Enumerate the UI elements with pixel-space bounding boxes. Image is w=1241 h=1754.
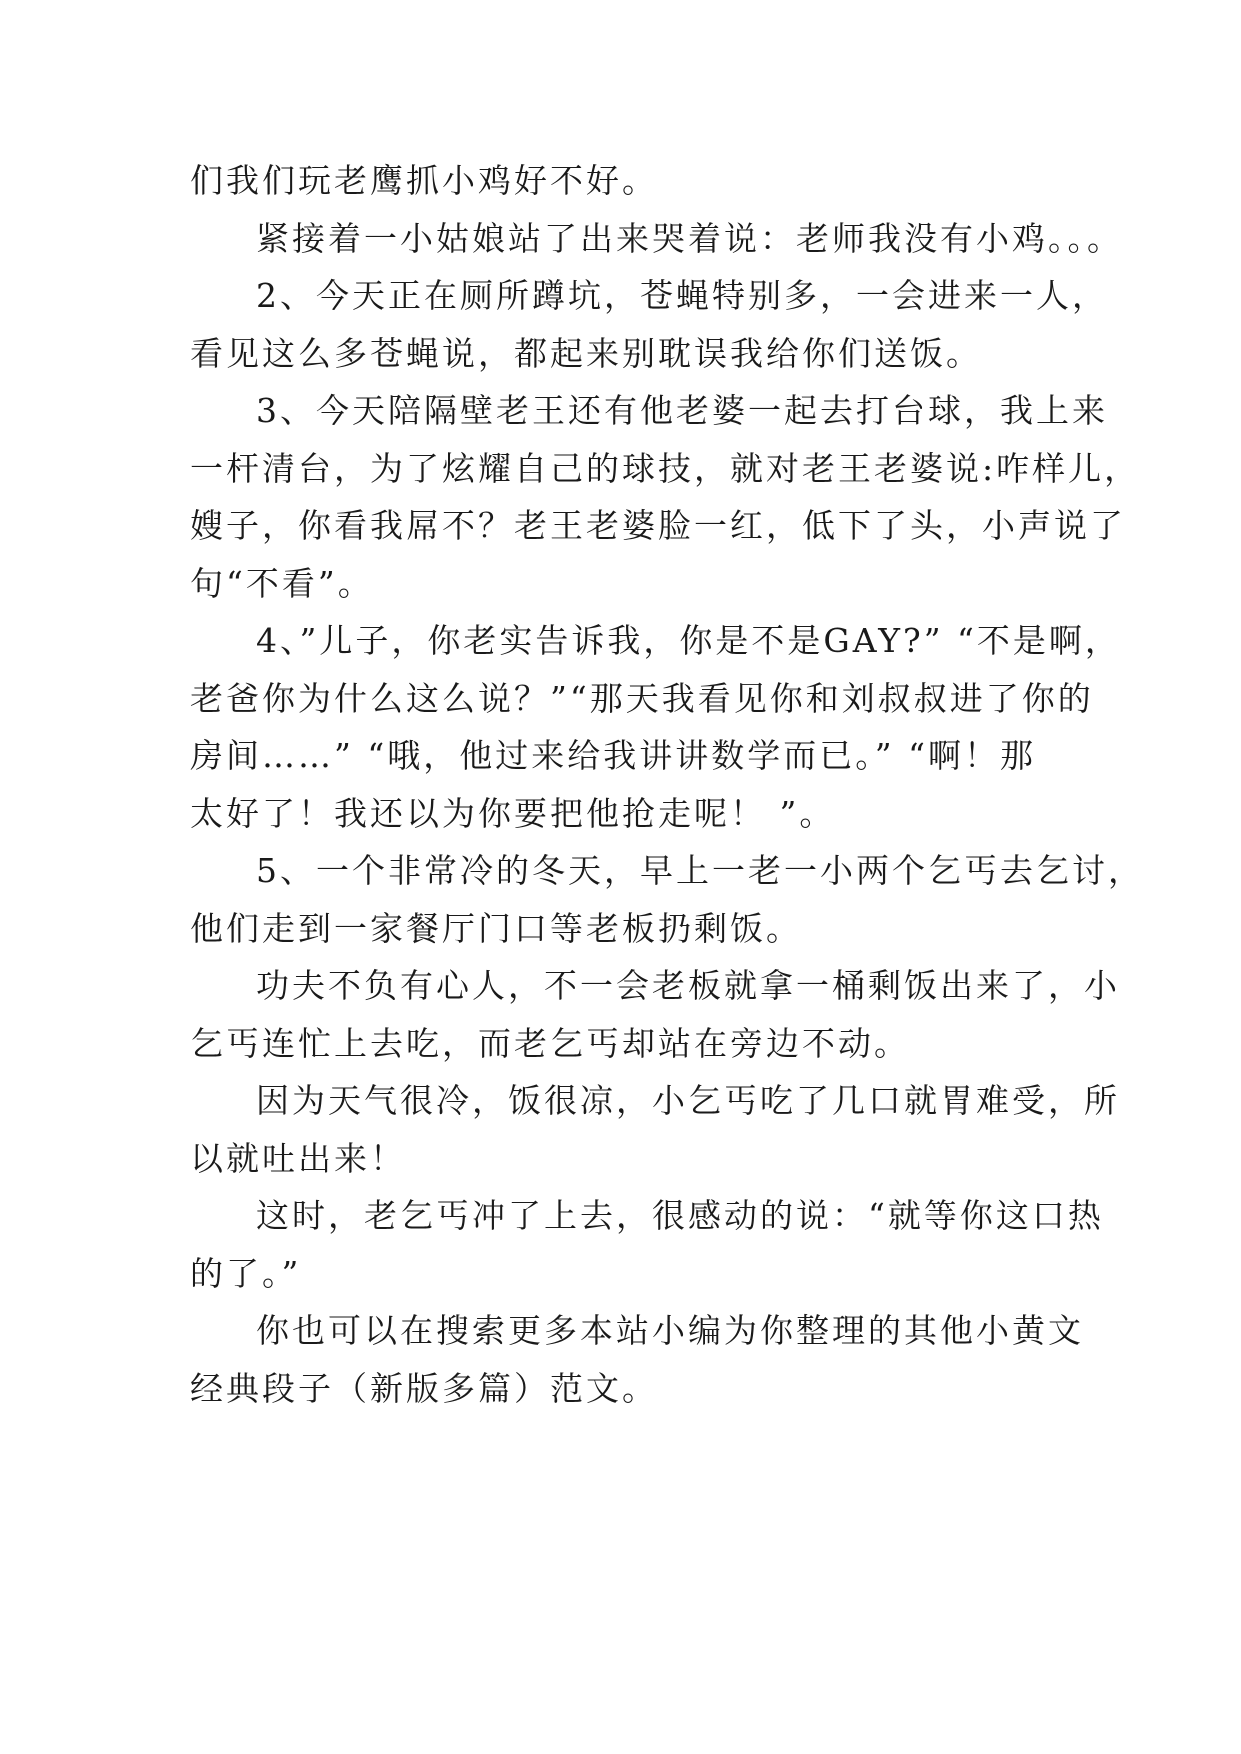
text-line: 以就吐出来！ xyxy=(190,1138,406,1178)
text-line: 句“不看”。 xyxy=(190,563,374,603)
text-line: 嫂子，你看我屌不？老王老婆脸一红，低下了头，小声说了 xyxy=(190,506,1126,545)
text-line: 因为天气很冷，饭很凉，小乞丐吃了几口就胃难受，所 xyxy=(256,1081,1120,1120)
text-line: 看见这么多苍蝇说，都起来别耽误我给你们送饭。 xyxy=(190,333,982,373)
text-line: 这时，老乞丐冲了上去，很感动的说：“就等你这口热 xyxy=(256,1196,1104,1235)
text-line: 2、今天正在厕所蹲坑，苍蝇特别多，一会进来一人， xyxy=(256,276,1108,315)
text-line: 你也可以在搜索更多本站小编为你整理的其他小黄文 xyxy=(256,1311,1084,1350)
document-body xyxy=(190,152,1144,1417)
text-line: 3、今天陪隔壁老王还有他老婆一起去打台球，我上来 xyxy=(256,391,1108,430)
text-line: 的了。” xyxy=(190,1253,302,1293)
text-line: 4、”儿子，你老实告诉我，你是不是GAY?” “不是啊， xyxy=(256,621,1121,660)
text-line: 房间……” “哦，他过来给我讲讲数学而已。” “啊！那 xyxy=(190,736,1036,775)
text-line: 功夫不负有心人，不一会老板就拿一桶剩饭出来了，小 xyxy=(256,966,1120,1005)
text-line: 们我们玩老鹰抓小鸡好不好。 xyxy=(190,161,658,200)
text-line: 他们走到一家餐厅门口等老板扔剩饭。 xyxy=(190,908,802,948)
text-line: 5、一个非常冷的冬天，早上一老一小两个乞丐去乞讨， xyxy=(256,851,1144,890)
text-line: 紧接着一小姑娘站了出来哭着说：老师我没有小鸡。。。 xyxy=(256,218,1123,258)
text-line: 乞丐连忙上去吃，而老乞丐却站在旁边不动。 xyxy=(190,1023,910,1063)
text-line: 老爸你为什么这么说？”“那天我看见你和刘叔叔进了你的 xyxy=(190,678,1094,718)
text-line: 一杆清台，为了炫耀自己的球技，就对老王老婆说:咋样儿， xyxy=(190,448,1141,488)
text-line: 太好了！我还以为你要把他抢走呢！ ”。 xyxy=(190,793,836,833)
text-line: 经典段子（新版多篇）范文。 xyxy=(190,1368,658,1408)
